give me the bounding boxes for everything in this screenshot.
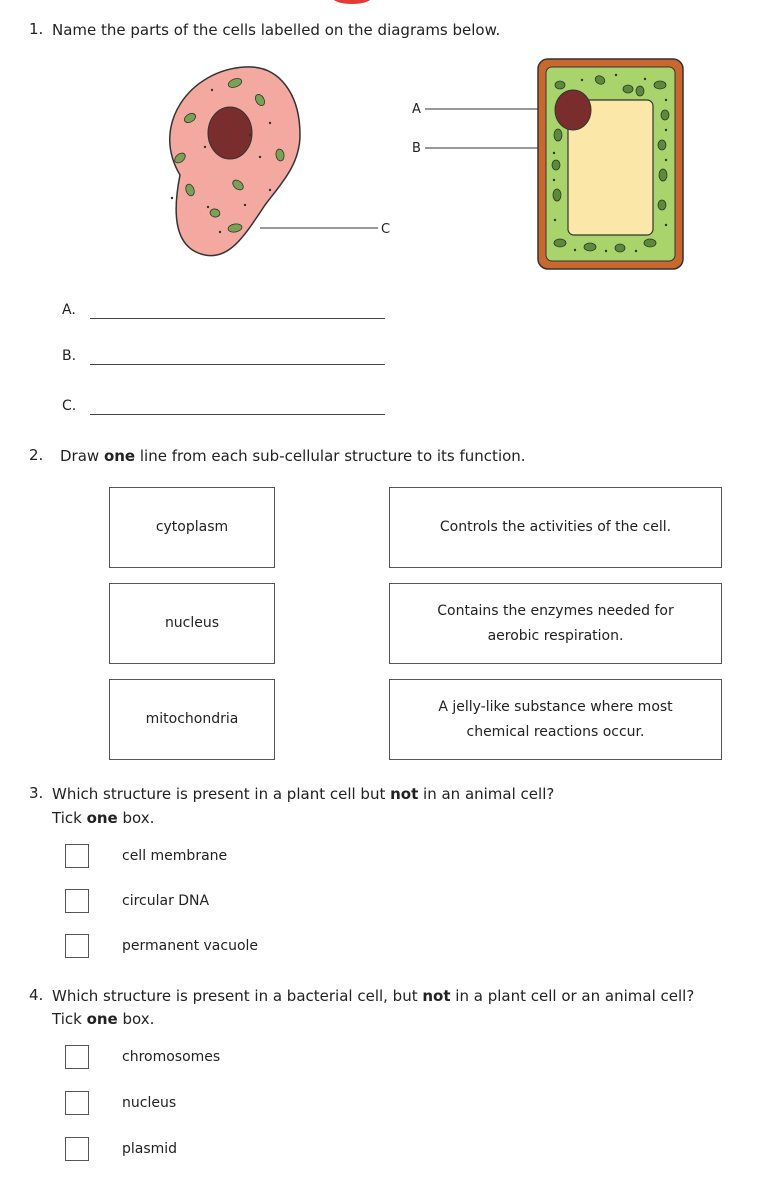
- function-line1: Contains the enzymes needed for: [437, 602, 674, 619]
- q1-number: 1.: [29, 20, 44, 38]
- answer-b-label: B.: [62, 348, 77, 364]
- q3-option-permanent-vacuole[interactable]: [65, 933, 258, 959]
- q3-number: 3.: [29, 784, 44, 802]
- answer-c-line[interactable]: [90, 414, 385, 415]
- q2-number: 2.: [29, 446, 44, 464]
- q4-text: Which structure is present in a bacterial cell, but not in a plant cell or an animal cell?: [52, 987, 695, 1005]
- plant-cell: [538, 59, 683, 269]
- q3-option-cell-membrane[interactable]: [65, 843, 227, 869]
- animal-cell: [170, 67, 300, 256]
- option-label: permanent vacuole: [122, 938, 259, 954]
- function-box-controls[interactable]: [389, 487, 722, 568]
- option-label: nucleus: [122, 1095, 177, 1111]
- label-a: A: [412, 102, 421, 117]
- answer-a-line[interactable]: [90, 318, 385, 319]
- structure-label: mitochondria: [145, 711, 239, 727]
- q3-option-circular-dna[interactable]: [65, 888, 209, 914]
- q4-option-plasmid[interactable]: [65, 1136, 177, 1162]
- red-mark: [332, 0, 372, 4]
- answer-c-label: C.: [62, 398, 77, 414]
- option-label: plasmid: [122, 1141, 178, 1157]
- function-line2: chemical reactions occur.: [466, 723, 645, 740]
- checkbox[interactable]: [65, 1137, 89, 1161]
- structure-label: nucleus: [164, 615, 220, 631]
- q2-text: Draw one line from each sub-cellular structure to its function.: [60, 447, 526, 465]
- structure-box-mitochondria[interactable]: [109, 679, 275, 760]
- q4-instruction: Tick one box.: [52, 1010, 155, 1028]
- checkbox[interactable]: [65, 1091, 89, 1115]
- option-label: cell membrane: [122, 848, 228, 864]
- function-box-enzymes[interactable]: [389, 583, 722, 664]
- answer-b-line[interactable]: [90, 364, 385, 365]
- function-box-jelly[interactable]: [389, 679, 722, 760]
- checkbox[interactable]: [65, 889, 89, 913]
- label-c: C: [381, 222, 391, 237]
- cell-diagrams: [150, 55, 690, 275]
- checkbox[interactable]: [65, 934, 89, 958]
- q1-text: Name the parts of the cells labelled on the diagrams below.: [52, 21, 501, 39]
- function-line2: aerobic respiration.: [487, 627, 624, 644]
- function-line1: Controls the activities of the cell.: [439, 519, 672, 535]
- q4-number: 4.: [29, 986, 44, 1004]
- structure-box-nucleus[interactable]: [109, 583, 275, 664]
- option-label: chromosomes: [122, 1049, 221, 1065]
- function-line1: A jelly-like substance where most: [438, 698, 673, 715]
- checkbox[interactable]: [65, 844, 89, 868]
- label-b: B: [412, 141, 421, 156]
- q4-option-chromosomes[interactable]: [65, 1044, 220, 1070]
- checkbox[interactable]: [65, 1045, 89, 1069]
- q4-option-nucleus[interactable]: [65, 1090, 176, 1116]
- option-label: circular DNA: [122, 893, 210, 909]
- structure-box-cytoplasm[interactable]: [109, 487, 275, 568]
- structure-label: cytoplasm: [155, 519, 229, 535]
- q3-text: Which structure is present in a plant cell but not in an animal cell?: [52, 785, 555, 803]
- answer-a-label: A.: [62, 302, 76, 318]
- q3-instruction: Tick one box.: [52, 809, 155, 827]
